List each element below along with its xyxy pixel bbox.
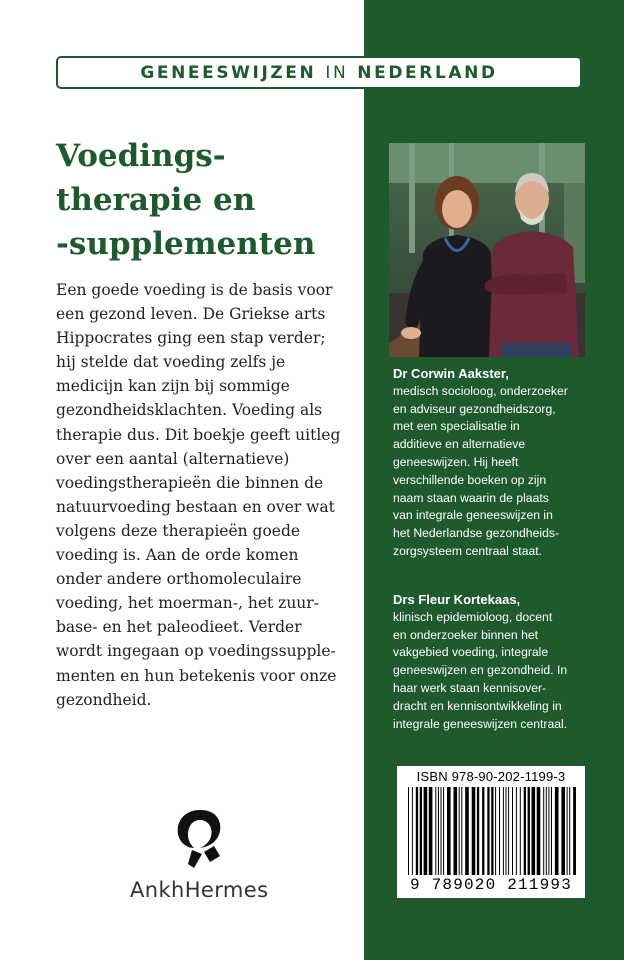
blurb-line: voeding is. Aan de orde komen <box>56 546 299 565</box>
barcode-bar <box>424 787 428 875</box>
bio-line: haar werk staan kennisover- <box>393 680 547 695</box>
barcode-bar <box>561 787 565 875</box>
barcode-bar <box>569 787 570 875</box>
bio-line: zorgsysteem centraal staat. <box>393 543 543 558</box>
blurb-line: voeding, het moerman-, het zuur- <box>56 594 319 613</box>
barcode-bar <box>520 787 521 875</box>
series-banner <box>56 56 582 89</box>
blurb-line: wordt ingegaan op voedingssupple- <box>56 642 336 661</box>
blurb-line: medicijn kan zijn bij sommige <box>56 377 290 396</box>
barcode-bar <box>454 787 458 875</box>
barcode-bar <box>551 787 552 875</box>
barcode-bar <box>508 787 509 875</box>
barcode-bar <box>412 787 413 875</box>
barcode-bar <box>487 787 489 875</box>
barcode-bar <box>482 787 484 875</box>
bio-line: naam staan waarin de plaats <box>393 490 549 505</box>
barcode-bar <box>472 787 476 875</box>
bio-line: geneeswijzen. Hij heeft <box>393 454 519 469</box>
barcode-bar <box>499 787 500 875</box>
barcode-bar <box>567 787 568 875</box>
barcode-bar <box>477 787 479 875</box>
bio-line: van integrale geneeswijzen in <box>393 508 553 523</box>
barcode-bar <box>441 787 442 875</box>
publisher-name: AnkhHermes <box>130 878 269 902</box>
series-word-3: NEDERLAND <box>357 62 498 83</box>
publisher-logo <box>130 806 270 906</box>
bio-line: geneeswijzen en gezondheid. In <box>393 663 568 678</box>
bio-line: additieve en alternatieve <box>393 437 526 452</box>
barcode-bar <box>506 787 507 875</box>
blurb-line: therapie dus. Dit boekje geeft uitleg <box>56 425 341 444</box>
barcode-bar <box>491 787 493 875</box>
barcode-bar <box>459 787 460 875</box>
barcode-bar <box>435 787 436 875</box>
barcode-bar <box>408 787 409 875</box>
barcode-bar <box>532 787 536 875</box>
barcode-bar <box>465 787 469 875</box>
barcode-bar <box>416 787 418 875</box>
barcode-bar <box>555 787 559 875</box>
blurb-line: onder andere orthomoleculaire <box>56 570 302 589</box>
author-bio-2 <box>393 591 588 733</box>
ankhhermes-logo-icon <box>170 806 230 872</box>
author-name: Dr Corwin Aakster, <box>393 366 509 381</box>
blurb-line: gezondheid. <box>56 690 152 709</box>
blurb-line: een gezond leven. De Griekse arts <box>56 305 326 324</box>
barcode-digits: 9 789020 211993 <box>409 876 573 894</box>
barcode-bars <box>406 787 576 875</box>
barcode-bar <box>543 787 544 875</box>
bio-line: en adviseur gezondheidszorg, <box>393 401 556 416</box>
blurb-line: base- en het paleodieet. Verder <box>56 618 302 637</box>
barcode-bar <box>537 787 541 875</box>
bio-line: integrale geneeswijzen centraal. <box>393 716 568 731</box>
barcode-bar <box>438 787 439 875</box>
book-title <box>56 134 356 266</box>
title-line: -supplementen <box>56 226 316 262</box>
author-name: Drs Fleur Kortekaas, <box>393 592 521 607</box>
barcode-bar <box>512 787 513 875</box>
author-bio-1 <box>393 365 588 561</box>
barcode-bar <box>503 787 504 875</box>
blurb-line: Een goede voeding is de basis voor <box>56 281 333 299</box>
bio-line: het Nederlandse gezondheids- <box>393 526 560 541</box>
barcode-bar <box>461 787 462 875</box>
blurb-line: hij stelde dat voeding zelfs je <box>56 353 286 372</box>
isbn-label: ISBN 978-90-202-1199-3 <box>416 769 566 784</box>
barcode-bar <box>495 787 496 875</box>
barcode-bar <box>516 787 517 875</box>
blurb-line: volgens deze therapieën goede <box>56 521 301 540</box>
blurb-line: Hippocrates ging een stap verder; <box>56 329 326 348</box>
author-photo-icon <box>389 143 585 357</box>
blurb-line: voedingstherapieën die binnen de <box>56 473 324 492</box>
author-photo <box>389 143 585 357</box>
book-blurb <box>56 278 356 712</box>
bio-line: klinisch epidemioloog, docent <box>393 609 553 624</box>
barcode-bar <box>528 787 530 875</box>
barcode-bar <box>443 787 444 875</box>
barcode-bar <box>429 787 433 875</box>
barcode-bar <box>447 787 451 875</box>
bio-line: dracht en kennisontwikkeling in <box>393 698 562 713</box>
bio-line: met een specialisatie in <box>393 419 520 434</box>
series-word-2: IN <box>325 62 349 83</box>
barcode-bar <box>573 787 576 875</box>
barcode-bar <box>524 787 526 875</box>
barcode-bar <box>420 787 422 875</box>
barcode-bar <box>546 787 547 875</box>
bio-line: en onderzoeker binnen het <box>393 627 539 642</box>
blurb-line: natuurvoeding bestaan en over wat <box>56 497 335 516</box>
blurb-line: over een aantal (alternatieve) <box>56 449 290 468</box>
isbn-barcode <box>397 766 585 898</box>
series-word-1: GENEESWIJZEN <box>140 62 317 83</box>
bio-line: verschillende boeken op zijn <box>393 472 547 487</box>
title-line: therapie en <box>56 182 256 218</box>
bio-line: medisch socioloog, onderzoeker <box>393 383 568 398</box>
blurb-line: gezondheidsklachten. Voeding als <box>56 401 323 420</box>
barcode-bar <box>548 787 549 875</box>
bio-line: vakgebied voeding, integrale <box>393 645 549 660</box>
blurb-line: menten en hun betekenis voor onze <box>56 666 337 685</box>
title-line: Voedings- <box>56 138 226 174</box>
